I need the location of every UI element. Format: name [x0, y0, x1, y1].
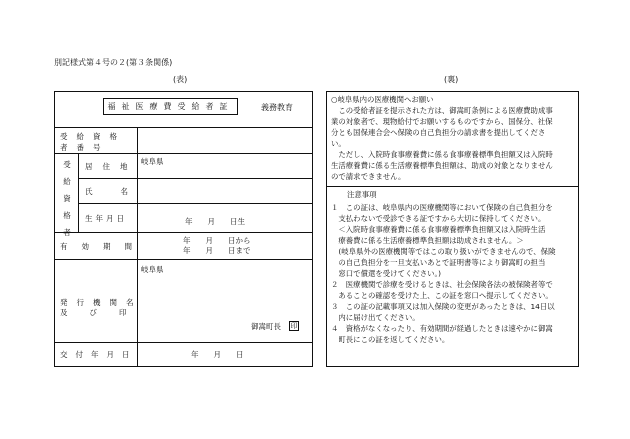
front-side-label: (表) — [173, 75, 188, 84]
note-text-line: ２ 医療機関で診療を受けるときは、社会保険各法の被保険者等で — [331, 280, 553, 289]
birthdate-value: 年 月 日生 — [185, 217, 245, 226]
request-text-line: ○岐阜県内の医療機関へお願い — [331, 95, 434, 104]
request-text-line: い。 — [331, 139, 346, 148]
note-text-line: (岐阜県外の医療機関等ではこの取り扱いができませんので、保険 — [331, 247, 556, 256]
certificate-title: 福祉医療費受給者証 — [103, 98, 238, 115]
seal-box: 印 — [290, 322, 298, 330]
note-text-line: の自己負担分を一旦支払いあとで証明書等により御嵩町の担当 — [331, 258, 546, 267]
issuer-name: 御嵩町長 — [251, 322, 281, 331]
name-label: 氏名 — [85, 187, 156, 196]
certificate-back — [326, 91, 579, 367]
note-text-line: あることの確認を受けた上、この証を窓口へ提示してください。 — [331, 291, 553, 300]
note-text-line: 療養費に係る生活療養標準負担額は助成されません。＞ — [331, 236, 524, 245]
validity-from: 年 月 日から — [183, 236, 251, 245]
notes-title: 注意事項 — [347, 190, 377, 199]
note-text-line: 内に届け出てください。 — [331, 313, 420, 322]
note-text-line: 支払わないで受診できる証ですから大切に保持してください。 — [331, 214, 546, 223]
issuer-label-2: 及び印 — [60, 308, 149, 317]
certificate-subtitle: 義務教育 — [261, 103, 293, 112]
issuer-prefecture: 岐阜県 — [141, 265, 164, 274]
note-text-line: 窓口で償還を受けてください。) — [331, 269, 442, 278]
request-text-line: ので請求できません。 — [331, 172, 406, 181]
recipient-group-label: 受給資格者 — [63, 160, 71, 237]
note-text-line: ＜入院時食事療養費に係る食事療養標準負担額又は入院時生活 — [331, 225, 546, 234]
address-value: 岐阜県 — [141, 157, 164, 166]
form-reference: 別記様式第４号の２(第３条関係) — [54, 58, 173, 67]
request-text-line: この受給者証を提示された方は、御嵩町条例による医療費助成事 — [331, 106, 553, 115]
issuer-label: 発行機関名 — [60, 298, 143, 307]
note-text-line: ４ 資格がなくなったり、有効期間が経過したときは速やかに御嵩 — [331, 324, 553, 333]
back-side-label: (裏) — [444, 75, 459, 84]
request-text-line: ただし、入院時食事療養費に係る食事療養標準負担額又は入院時 — [331, 150, 553, 159]
issue-date-label: 交付年月日 — [60, 350, 138, 359]
request-text-line: 分とも国保連合会へ保険の自己負担分の請求書を提出してくださ — [331, 128, 546, 137]
certificate-front — [54, 91, 313, 367]
request-text-line: 業の対象者で、現物給付でお願いするものですから、国保分、社保 — [331, 117, 553, 126]
note-text-line: 町長にこの証を返してください。 — [331, 335, 450, 344]
issue-date-value: 年 月 日 — [191, 350, 244, 359]
note-text-line: ３ この証の記載事項又は加入保険の変更があったときは、14日以 — [331, 302, 555, 311]
address-label: 居住地 — [85, 162, 138, 171]
recipient-number-label: 受給資格者番号 — [60, 132, 126, 152]
note-text-line: １ この証は、岐阜県内の医療機関等において保険の自己負担分を — [331, 203, 553, 212]
validity-to: 年 月 日まで — [183, 246, 251, 255]
birthdate-label: 生年月日 — [85, 214, 127, 223]
validity-label: 有効期間 — [60, 242, 146, 251]
request-text-line: 生活療養費に係る生活療養標準負担額は、助成の対象となりません — [331, 161, 553, 170]
